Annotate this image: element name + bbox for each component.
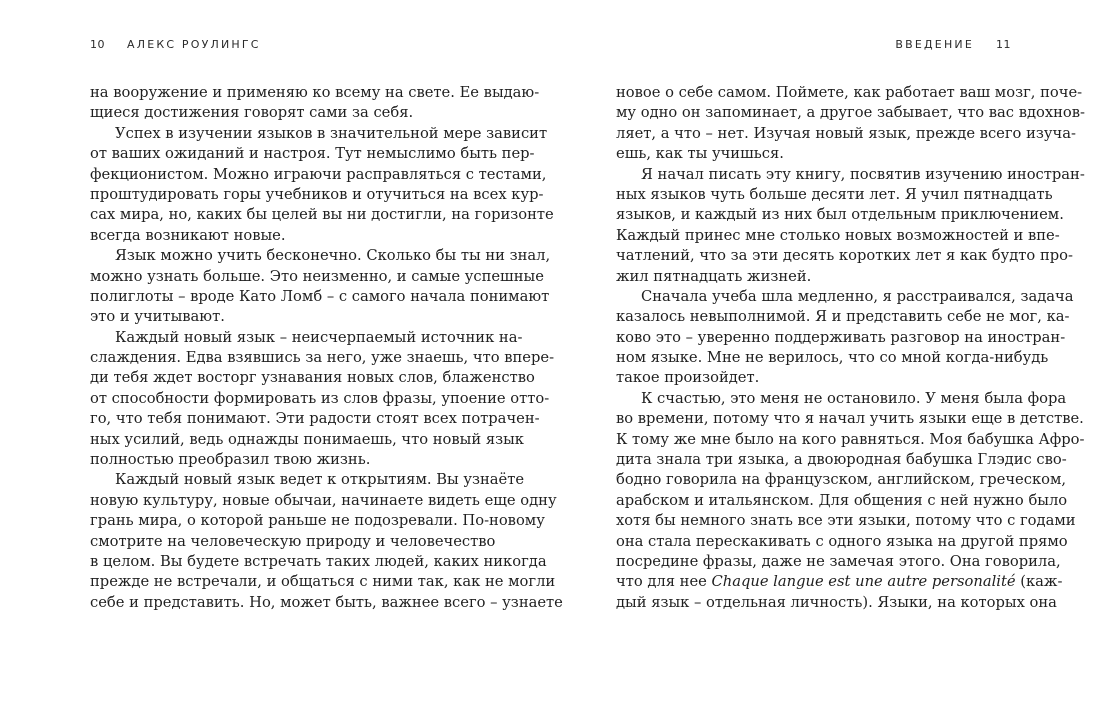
text-line: Каждый новый язык – неисчерпаемый источник на- bbox=[115, 328, 523, 346]
text-line: ных языков чуть больше десяти лет. Я учил пятнадцать bbox=[616, 185, 1053, 203]
text-line: Я начал писать эту книгу, посвятив изучению иностран- bbox=[641, 165, 1085, 183]
text-line: Каждый новый язык ведет к открытиям. Вы узнаёте bbox=[115, 471, 525, 489]
left-running-head bbox=[90, 38, 261, 51]
text-line: ных усилий, ведь однажды понимаешь, что новый язык bbox=[90, 430, 524, 448]
text-line: проштудировать горы учебников и отучиться на всех кур- bbox=[90, 185, 544, 203]
text-line: дый язык – отдельная личность). Языки, на которых она bbox=[616, 593, 1057, 611]
right-running-title: ВВЕДЕНИЕ bbox=[895, 38, 974, 51]
text-line: языков, и каждый из них был отдельным приключением. bbox=[616, 206, 1064, 224]
text-line: ково это – уверенно поддерживать разговор на иностран- bbox=[616, 328, 1066, 346]
text-line: ляет, а что – нет. Изучая новый язык, прежде всего изуча- bbox=[616, 124, 1076, 142]
text-line: го, что тебя понимают. Эти радости стоят всех потрачен- bbox=[90, 410, 540, 428]
text-line: в целом. Вы будете встречать таких людей, каких никогда bbox=[90, 552, 547, 570]
text-line: такое произойдет. bbox=[616, 369, 760, 387]
text-line: ном языке. Мне не верилось, что со мной когда-нибудь bbox=[616, 349, 1049, 367]
text-line: на вооружение и применяю ко всему на свете. Ее выдаю- bbox=[90, 84, 540, 101]
left-page-number: 10 bbox=[90, 38, 105, 51]
text-line: Успех в изучении языков в значительной мере зависит bbox=[115, 124, 548, 142]
text-line: себе и представить. Но, может быть, важнее всего – узнаете bbox=[90, 593, 563, 611]
text-line: арабском и итальянском. Для общения с ней нужно было bbox=[616, 491, 1068, 509]
text-line: му одно он запоминает, а другое забывает, что вас вдохнов- bbox=[616, 104, 1085, 122]
text-line: можно узнать больше. Это неизменно, и самые успешные bbox=[90, 267, 544, 285]
text-line: бодно говорила на французском, английском, греческом, bbox=[616, 471, 1067, 489]
text-line: хотя бы немного знать все эти языки, потому что с годами bbox=[616, 512, 1076, 530]
italic-phrase: Chaque langue est une autre personalité bbox=[711, 573, 1016, 591]
text-line: К тому же мне было на кого равняться. Моя бабушка Афро- bbox=[616, 430, 1085, 448]
right-text-column bbox=[616, 83, 1085, 613]
text-run: (каж- bbox=[1015, 573, 1063, 591]
text-line: она стала перескакивать с одного языка на другой прямо bbox=[616, 532, 1068, 550]
text-line: новую культуру, новые обычаи, начинаете видеть еще одну bbox=[90, 491, 557, 509]
text-line: смотрите на человеческую природу и человечество bbox=[90, 532, 496, 550]
text-line: жил пятнадцать жизней. bbox=[616, 267, 812, 285]
text-line: Каждый принес мне столько новых возможностей и впе- bbox=[616, 226, 1060, 244]
text-line: сах мира, но, каких бы целей вы ни достигли, на горизонте bbox=[90, 206, 554, 224]
text-line: Язык можно учить бесконечно. Сколько бы ты ни знал, bbox=[115, 247, 551, 265]
text-line: щиеся достижения говорят сами за себя. bbox=[90, 104, 414, 122]
text-run: что для нее bbox=[616, 573, 712, 591]
right-running-head bbox=[895, 38, 1011, 51]
text-line: грань мира, о которой раньше не подозревали. По-новому bbox=[90, 512, 545, 530]
text-line: полиглоты – вроде Като Ломб – с самого начала понимают bbox=[90, 287, 550, 305]
text-line: дита знала три языка, а двоюродная бабушка Глэдис сво- bbox=[616, 451, 1067, 469]
text-line: посредине фразы, даже не замечая этого. Она говорила, bbox=[616, 552, 1061, 570]
text-line: во времени, потому что я начал учить языки еще в детстве. bbox=[616, 410, 1084, 428]
text-line: казалось невыполнимой. Я и представить себе не мог, ка- bbox=[616, 308, 1070, 326]
left-running-title: АЛЕКС РОУЛИНГС bbox=[127, 38, 261, 51]
text-line bbox=[616, 572, 1063, 592]
text-line: прежде не встречали, и общаться с ними так, как не могли bbox=[90, 573, 556, 591]
right-page bbox=[550, 0, 1100, 707]
text-line: от способности формировать из слов фразы, упоение отто- bbox=[90, 389, 550, 407]
text-line: Сначала учеба шла медленно, я расстраивался, задача bbox=[641, 287, 1074, 305]
text-line: ди тебя ждет восторг узнавания новых слов, блаженство bbox=[90, 369, 535, 387]
text-line: новое о себе самом. Поймете, как работает ваш мозг, поче- bbox=[616, 84, 1083, 101]
text-line: слаждения. Едва взявшись за него, уже знаешь, что впере- bbox=[90, 349, 555, 367]
text-line: всегда возникают новые. bbox=[90, 226, 286, 244]
text-line: это и учитывают. bbox=[90, 308, 225, 326]
text-line: ешь, как ты учишься. bbox=[616, 145, 784, 163]
text-line: чатлений, что за эти десять коротких лет я как будто про- bbox=[616, 247, 1073, 265]
left-text-column bbox=[90, 83, 563, 613]
text-line: от ваших ожиданий и настроя. Тут немыслимо быть пер- bbox=[90, 145, 535, 163]
text-line: фекционистом. Можно играючи расправляться с тестами, bbox=[90, 165, 547, 183]
text-line: К счастью, это меня не остановило. У меня была фора bbox=[641, 389, 1067, 407]
text-line: полностью преобразил твою жизнь. bbox=[90, 451, 371, 469]
right-page-number: 11 bbox=[996, 38, 1011, 51]
